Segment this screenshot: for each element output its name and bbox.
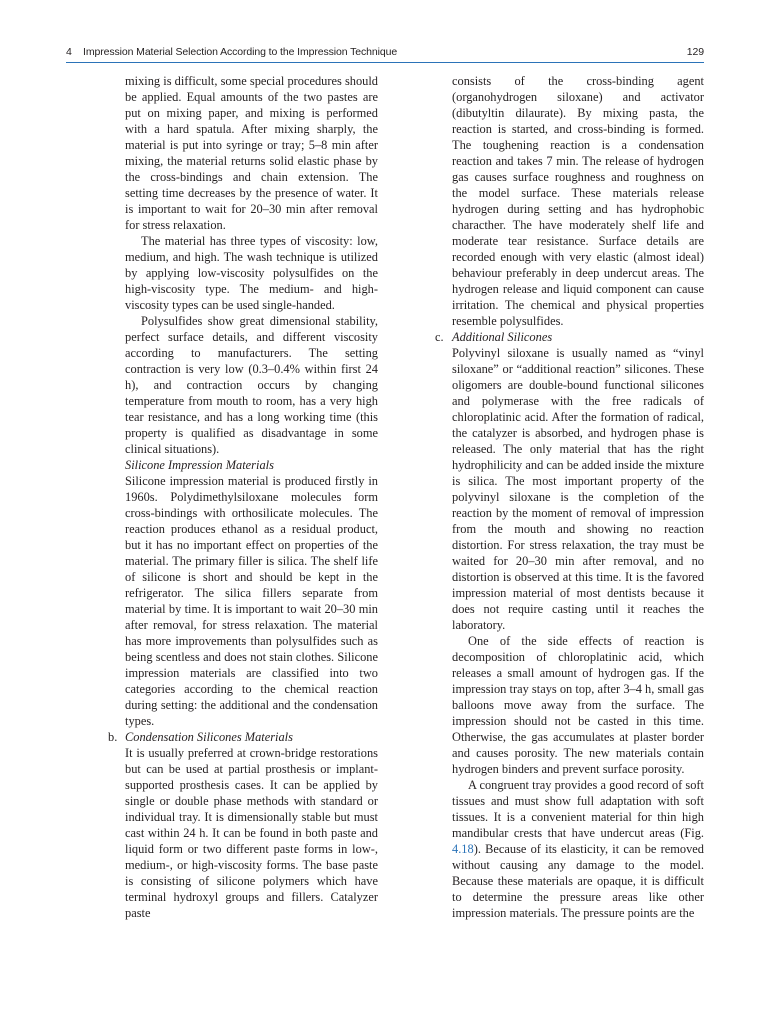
running-header	[66, 44, 704, 62]
chapter-number: 4	[66, 46, 72, 58]
header-rule	[66, 62, 704, 63]
paragraph-text: A congruent tray provides a good record of soft tissues and must show full adaptation with soft tissues. It is a convenient material for thin high mandibular crests that have undercut areas (Fig.	[452, 778, 704, 840]
right-column	[435, 73, 704, 921]
figure-reference-link[interactable]: 4.18	[452, 842, 474, 856]
paragraph: consists of the cross-binding agent (organohydrogen siloxane) and activator (dibutyltin dilaurate). By mixing pasta, the reaction is started, and cross-binding is formed. The toughening reaction is a condensation reaction and takes 7 min. The release of hydrogen gas causes surface roughness and roughness on the model surface. These materials release hydrogen during setting and has hydrophobic characther. The have moderately shelf life and moderate tear resistance. Surface details are recorded enough with very elastic (almost ideal) behaviour preferably in deep undercut areas. The hydrogen release and liquid component can cause irritation. The chemical and physical properties resemble polysulfides.	[452, 74, 704, 328]
left-column	[108, 73, 378, 921]
paragraph: Polyvinyl siloxane is usually named as “vinyl siloxane” or “additional reaction” silicones. These oligomers are double-bound functional silicones and polymerase with the free radicals of chloroplatinic acid. After the formation of radical, the catalyzer is absorbed, and hydrogen phase is released. The only material that has the right hydrophilicity and can be added inside the mixture is silica. The most important property of the polyvinyl siloxane is the completion of the reaction by the moment of removal of impression from the mouth and showing no reaction distortion. For stress relaxation, the tray must be waited for 20–30 min after removal, and no distortion is observed at this time. It is the favored impression material of most dentists because it does not require casting until it reaches the laboratory.	[452, 346, 704, 632]
list-heading-additional	[435, 329, 704, 345]
list-heading-text: Additional Silicones	[452, 330, 553, 344]
paragraph: mixing is difficult, some special procedures should be applied. Equal amounts of the two pastes are put on mixing paper, and mixing is performed with a hard spatula. After mixing sharply, the material is put into syringe or tray; 5–8 min after mixing, the material returns solid elastic phase by the cross-bindings and chain extension. The setting time decreases by the presence of water. It is important to wait for 20–30 min after removal for stress relaxation.	[125, 74, 378, 232]
paragraph: The material has three types of viscosity: low, medium, and high. The wash technique is utilized by applying low-viscosity polysulfides on the high-viscosity type. The medium- and high-viscosity types can be used single-handed.	[125, 234, 378, 312]
page-number: 129	[686, 46, 704, 58]
list-heading-text: Condensation Silicones Materials	[125, 730, 293, 744]
paragraph-text: ). Because of its elasticity, it can be removed without causing any damage to the model. Because these materials are opaque, it is difficult to determine the pressure areas like other impression materials. The pressure points are the	[452, 842, 704, 920]
paragraph: It is usually preferred at crown-bridge restorations but can be used at partial prosthesis or implant-supported prosthesis cases. It can be applied by single or double phase methods with standard or individual tray. It is dimensionally stable but must cast within 24 h. It can be found in both paste and liquid form or two different paste forms in low-, medium-, or high-viscosity forms. The base paste is consisting of silicone polymers which have terminal hydroxyl groups and fillers. Catalyzer paste	[125, 746, 378, 920]
paragraph: One of the side effects of reaction is decomposition of chloroplatinic acid, which releases a small amount of hydrogen gas. If the impression tray stays on top, after 3–4 h, small gas balloons move away from the surface. The impression should not be casted in this time. Otherwise, the gas accumulates at plaster border and causes porosity. The new materials contain hydrogen binders and prevent surface porosity.	[452, 634, 704, 776]
chapter-title: Impression Material Selection According to the Impression Technique	[83, 46, 398, 58]
list-marker: b.	[108, 730, 118, 744]
paragraph	[452, 777, 704, 921]
list-marker: c.	[435, 330, 444, 344]
paragraph: Silicone impression material is produced firstly in 1960s. Polydimethylsiloxane molecules form cross-bindings with orthosilicate molecules. The reaction produces ethanol as a residual product, but it has no important effect on properties of the material. The primary filler is silica. The shelf life of silicone is short and should be kept in the refrigerator. The silica fillers separate from material by time. It is important to wait 20–30 min after removal, for stress relaxation. The material has more improvements than polysulfides such as being scentless and does not stain clothes. Silicone impression materials are classified into two categories according to the chemical reaction during setting: the additional and the condensation types.	[125, 474, 378, 728]
list-heading-condensation	[108, 729, 378, 745]
paragraph: Polysulfides show great dimensional stability, perfect surface details, and different viscosity according to manufacturers. The setting contraction is very low (0.3–0.4% within first 24 h), and contraction occurs by changing temperature from mouth to room, has a very high tear resistance, and has a long working time (this property is qualified as disadvantage in some clinical situations).	[125, 314, 378, 456]
section-heading-silicone: Silicone Impression Materials	[125, 458, 274, 472]
